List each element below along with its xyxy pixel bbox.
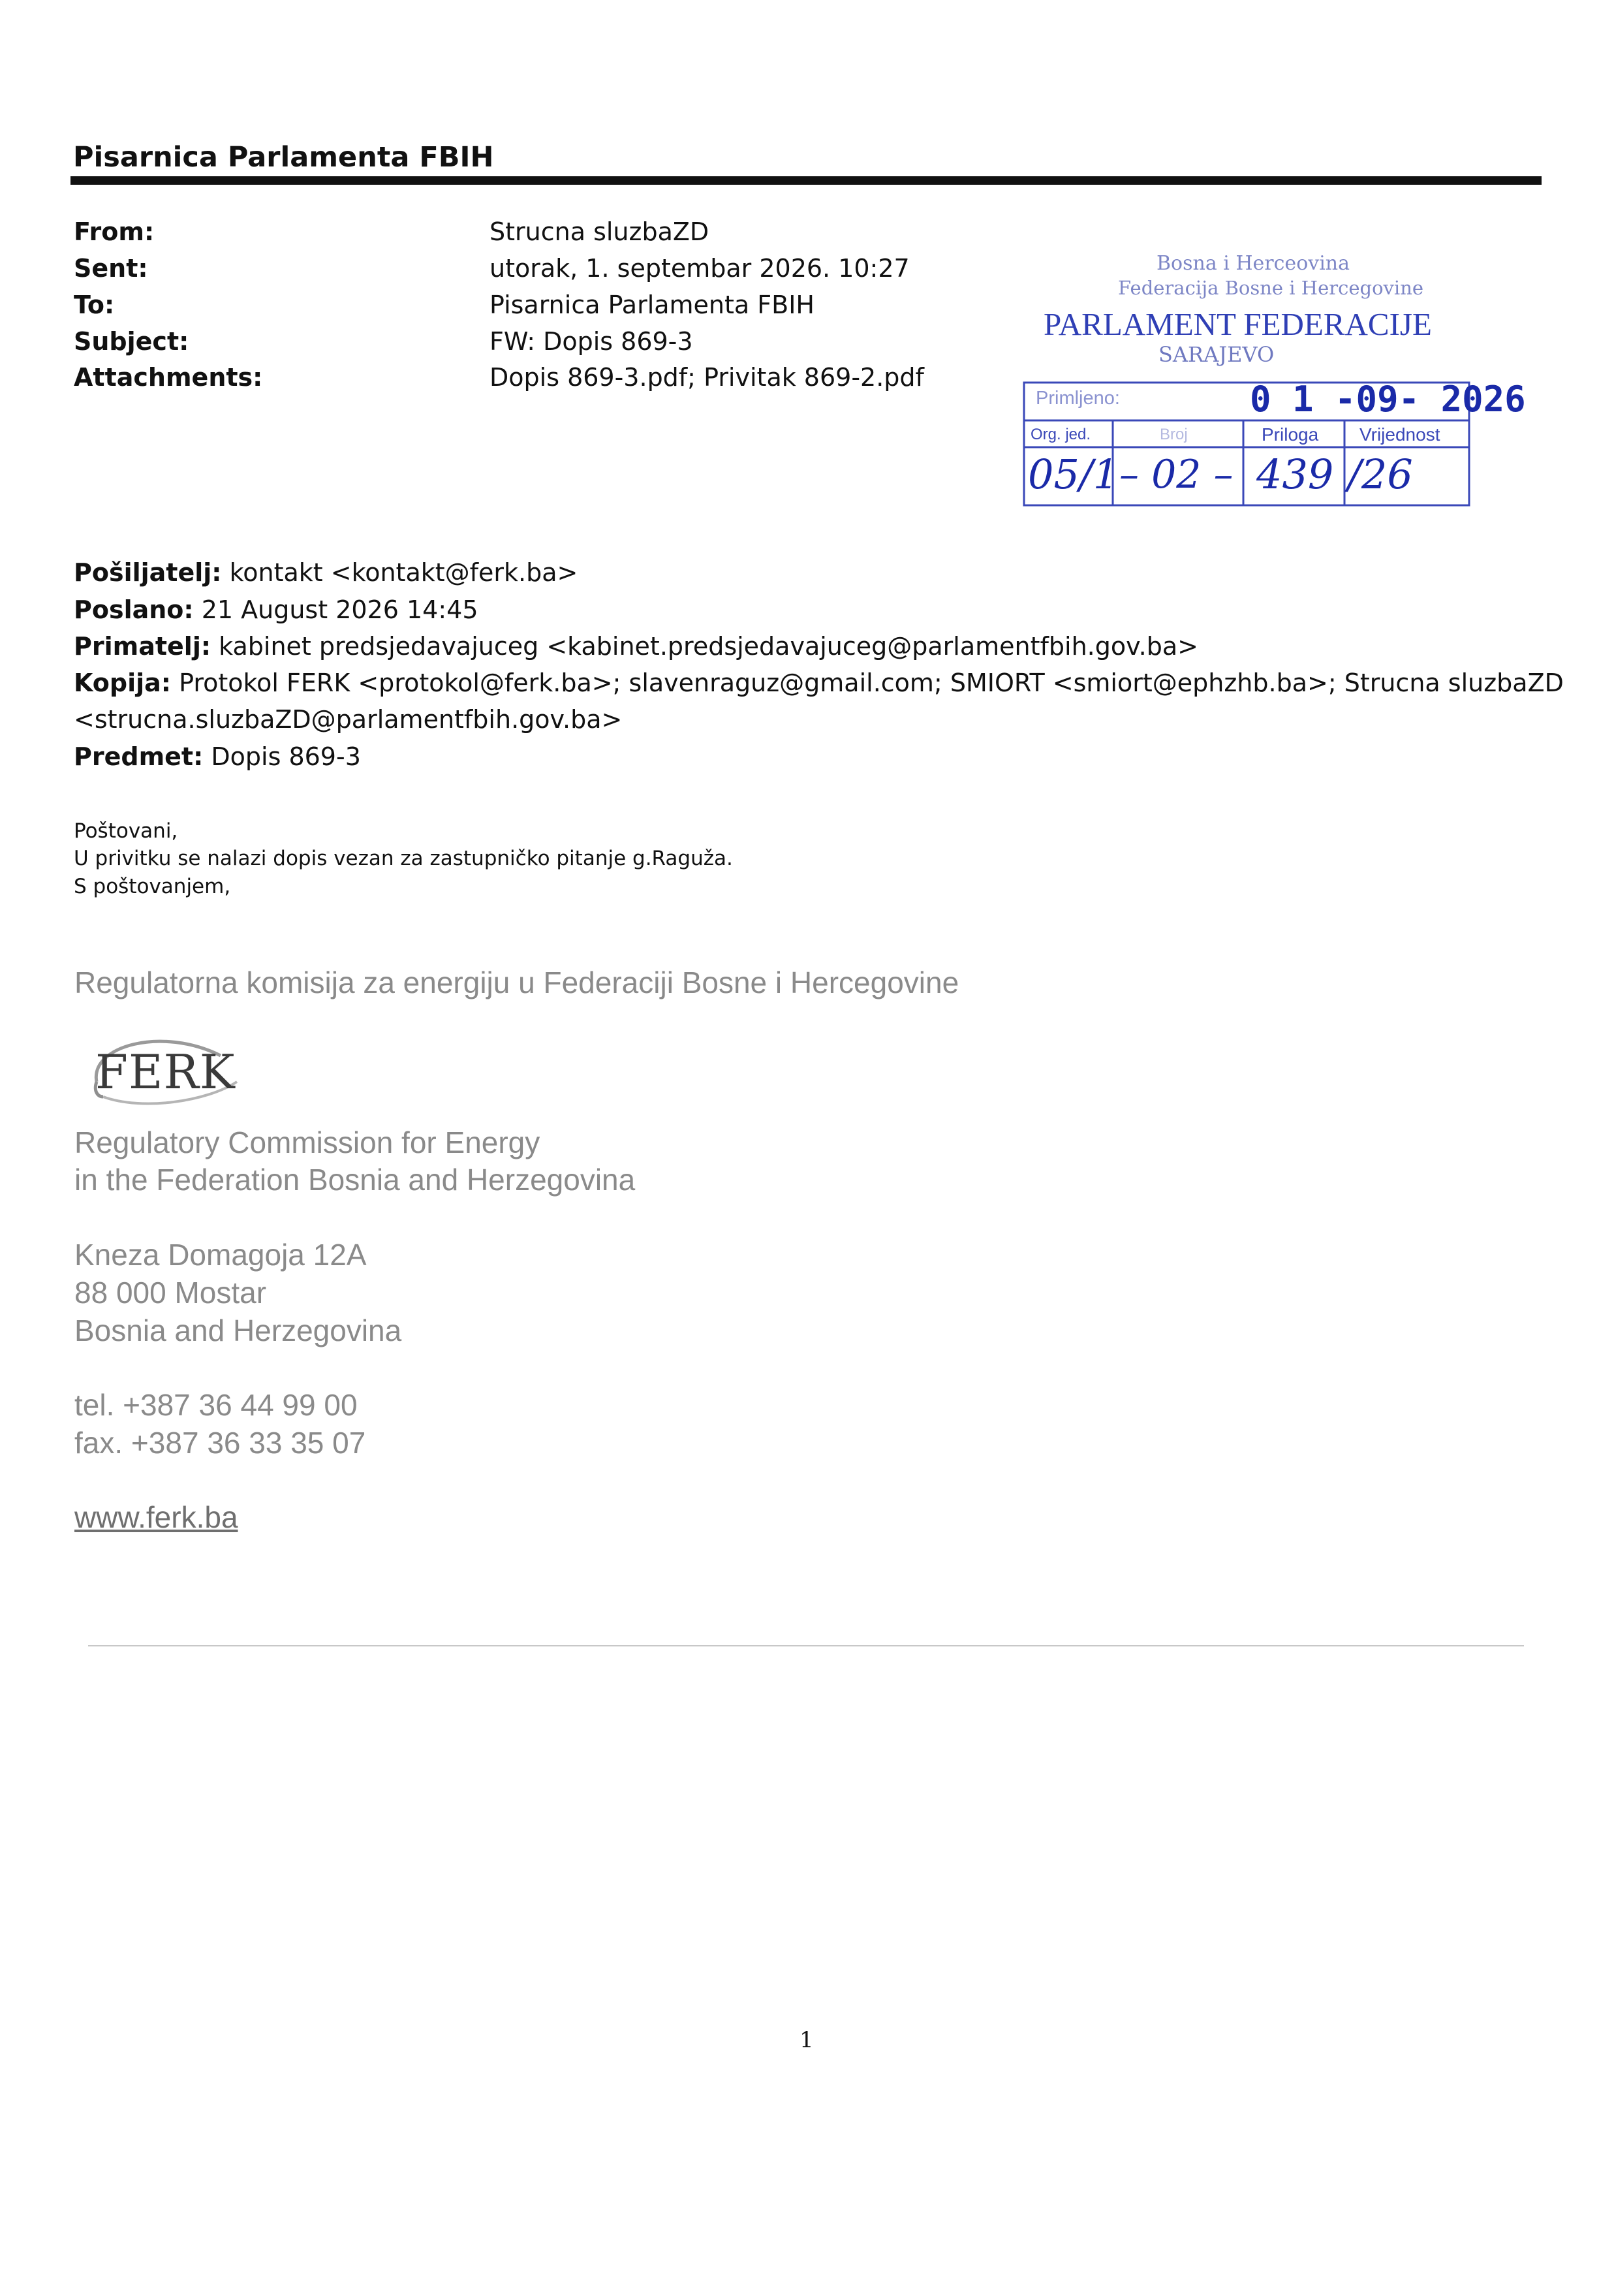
stamp-col-attachments: Priloga	[1262, 424, 1319, 445]
forwarded-subject-label: Predmet:	[74, 742, 204, 771]
attachments-value[interactable]: Dopis 869-3.pdf; Privitak 869-2.pdf	[489, 363, 924, 392]
forwarded-sender-label: Pošiljatelj:	[74, 558, 222, 587]
body-closing: S poštovanjem,	[74, 875, 231, 898]
stamp-col-value: Vrijednost	[1359, 424, 1440, 445]
forwarded-cc-value[interactable]: Protokol FERK <protokol@ferk.ba>; slavenraguz@gmail.com; SMIORT <smiort@ephzhb.ba>; Strucna sluzbaZD	[179, 668, 1564, 697]
subject-value: FW: Dopis 869-3	[489, 327, 693, 356]
message-end-divider	[88, 1645, 1524, 1646]
received-stamp	[1021, 248, 1526, 522]
forwarded-subject-value: Dopis 869-3	[211, 742, 361, 771]
signature-telephone: tel. +387 36 44 99 00	[74, 1388, 358, 1422]
stamp-handwritten-number: 439	[1256, 450, 1334, 498]
forwarded-subject	[74, 742, 361, 771]
title-divider	[70, 176, 1542, 185]
forwarded-to-label: Primatelj:	[74, 632, 211, 661]
signature-org-en-line2: in the Federation Bosnia and Herzegovina	[74, 1163, 636, 1197]
ferk-logo	[84, 1020, 247, 1118]
signature-address-street: Kneza Domagoja 12A	[74, 1238, 367, 1272]
page-number: 1	[800, 2027, 814, 2053]
stamp-federation: Federacija Bosne i Hercegovine	[1118, 277, 1424, 299]
forwarded-sent	[74, 595, 478, 624]
stamp-city: SARAJEVO	[1158, 342, 1275, 367]
signature-org-local: Regulatorna komisija za energiju u Federaciji Bosne i Hercegovine	[74, 966, 959, 999]
forwarded-cc	[74, 668, 1564, 697]
stamp-organisation: PARLAMENT FEDERACIJE	[1044, 306, 1432, 342]
forwarded-cc-continued[interactable]: <strucna.sluzbaZD@parlamentfbih.gov.ba>	[74, 705, 623, 734]
forwarded-cc-label: Kopija:	[74, 668, 171, 697]
subject-label: Subject:	[74, 327, 189, 356]
to-label: To:	[74, 291, 115, 319]
forwarded-sent-label: Poslano:	[74, 595, 194, 624]
signature-org-en-line1: Regulatory Commission for Energy	[74, 1125, 540, 1159]
signature-fax: fax. +387 36 33 35 07	[74, 1426, 366, 1460]
stamp-col-number: Broj	[1160, 426, 1188, 443]
stamp-col-org: Org. jed.	[1031, 426, 1091, 443]
body-greeting: Poštovani,	[74, 819, 178, 843]
signature-website-link[interactable]: www.ferk.ba	[74, 1500, 238, 1534]
from-value: Strucna sluzbaZD	[489, 217, 709, 246]
signature-address-city: 88 000 Mostar	[74, 1276, 267, 1310]
attachments-label: Attachments:	[74, 363, 263, 392]
stamp-country: Bosna i Herceovina	[1157, 252, 1350, 275]
signature-address-country: Bosnia and Herzegovina	[74, 1313, 402, 1347]
stamp-handwritten-year: /26	[1348, 450, 1413, 498]
stamp-handwritten-org: 05/1	[1028, 450, 1119, 498]
from-label: From:	[74, 217, 155, 246]
mailbox-title: Pisarnica Parlamenta FBIH	[73, 141, 494, 174]
sent-value: utorak, 1. septembar 2026. 10:27	[489, 254, 910, 283]
forwarded-to	[74, 632, 1198, 661]
sent-label: Sent:	[74, 254, 148, 283]
forwarded-to-value[interactable]: kabinet predsjedavajuceg <kabinet.predsjedavajuceg@parlamentfbih.gov.ba>	[219, 632, 1198, 661]
stamp-handwritten-dash: – 02 –	[1119, 452, 1234, 497]
body-text: U privitku se nalazi dopis vezan za zastupničko pitanje g.Raguža.	[74, 847, 733, 870]
forwarded-sender-value[interactable]: kontakt <kontakt@ferk.ba>	[229, 558, 578, 587]
to-value: Pisarnica Parlamenta FBIH	[489, 291, 815, 319]
stamp-received-date: 0 1 -09- 2026	[1250, 379, 1526, 420]
forwarded-sent-value: 21 August 2026 14:45	[201, 595, 478, 624]
ferk-logo-text: FERK	[95, 1045, 236, 1099]
forwarded-sender	[74, 558, 578, 587]
stamp-received-label: Primljeno:	[1036, 388, 1120, 409]
